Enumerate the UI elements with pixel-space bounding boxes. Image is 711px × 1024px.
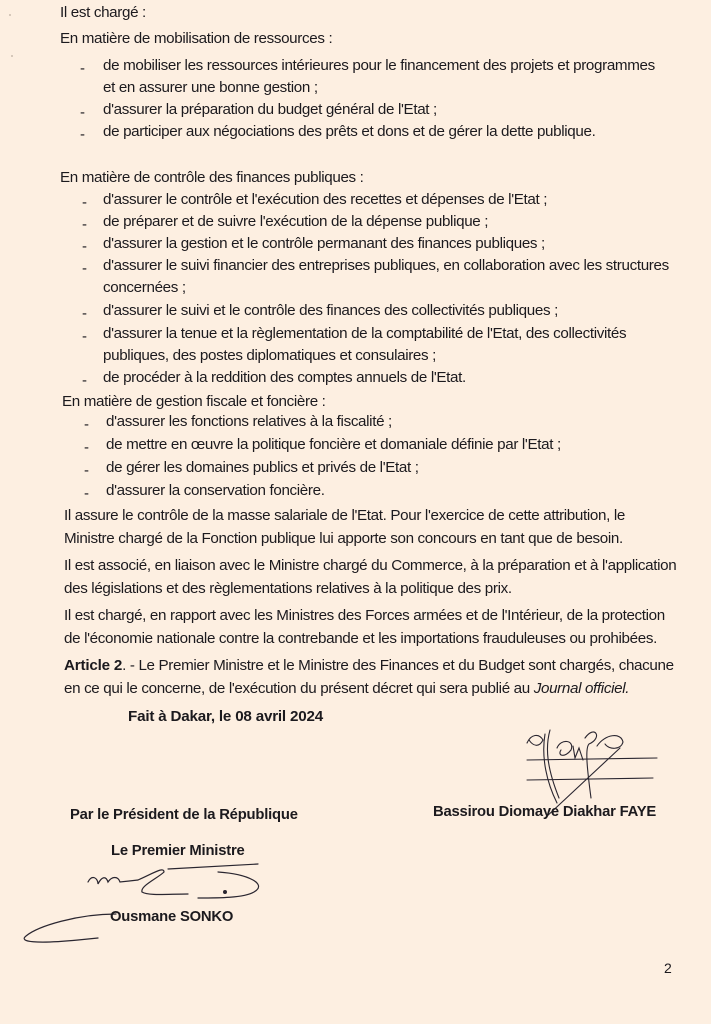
list-bullet: - (80, 60, 85, 77)
intro-line: Il est chargé : (60, 4, 146, 21)
list-item: d'assurer le contrôle et l'exécution des recettes et dépenses de l'Etat ; (103, 191, 548, 208)
place-date: Fait à Dakar, le 08 avril 2024 (128, 708, 323, 725)
list-bullet: - (82, 238, 87, 255)
section-heading-fiscal: En matière de gestion fiscale et foncière : (62, 393, 326, 410)
article-2-text: en ce qui le concerne, de l'exécution du présent décret qui sera publié au (64, 680, 534, 697)
list-bullet: - (80, 126, 85, 143)
list-item: d'assurer le suivi financier des entreprises publiques, en collaboration avec les structures (103, 257, 669, 274)
countersign-label: Par le Président de la République (70, 807, 298, 823)
president-signature-icon (525, 728, 675, 808)
list-item: d'assurer la préparation du budget général de l'Etat ; (103, 101, 437, 118)
list-bullet: - (82, 372, 87, 389)
list-item: d'assurer la conservation foncière. (106, 482, 325, 499)
list-item-continuation: publiques, des postes diplomatiques et consulaires ; (103, 347, 437, 364)
article-2-line-2 (64, 680, 629, 698)
list-item: d'assurer le suivi et le contrôle des finances des collectivités publiques ; (103, 302, 558, 319)
list-bullet: - (84, 416, 89, 433)
list-bullet: - (82, 260, 87, 277)
journal-officiel-ref: Journal officiel. (533, 680, 630, 697)
list-item: de mettre en œuvre la politique foncière et domaniale définie par l'Etat ; (106, 436, 561, 453)
president-name: Bassirou Diomaye Diakhar FAYE (433, 804, 657, 820)
list-bullet: - (82, 194, 87, 211)
paragraph-line: Il est chargé, en rapport avec les Ministres des Forces armées et de l'Intérieur, de la protection (64, 607, 665, 624)
paragraph-line: Il assure le contrôle de la masse salariale de l'Etat. Pour l'exercice de cette attribution, le (64, 507, 625, 524)
list-item-continuation: concernées ; (103, 279, 186, 296)
article-2-label: Article 2 (64, 657, 123, 674)
prime-minister-signature-icon (18, 864, 268, 944)
list-bullet: - (82, 305, 87, 322)
list-bullet: - (84, 485, 89, 502)
list-item: de mobiliser les ressources intérieures pour le financement des projets et programmes (103, 57, 655, 74)
paragraph-line: Ministre chargé de la Fonction publique lui apporte son concours en tant que de besoin. (64, 530, 623, 547)
article-2-text: . - Le Premier Ministre et le Ministre des Finances et du Budget sont chargés, chacune (122, 657, 674, 674)
article-2-line-1 (64, 657, 674, 675)
list-bullet: - (84, 439, 89, 456)
list-item: de procéder à la reddition des comptes annuels de l'Etat. (103, 369, 466, 386)
pm-title: Le Premier Ministre (111, 843, 245, 859)
list-item: de préparer et de suivre l'exécution de la dépense publique ; (103, 213, 489, 230)
list-item: d'assurer les fonctions relatives à la fiscalité ; (106, 413, 392, 430)
list-bullet: - (82, 216, 87, 233)
list-item: de gérer les domaines publics et privés de l'Etat ; (106, 459, 419, 476)
list-bullet: - (84, 462, 89, 479)
section-heading-resources: En matière de mobilisation de ressources : (60, 30, 333, 47)
paragraph-line: des législations et des règlementations relatives à la politique des prix. (64, 580, 512, 597)
list-item-continuation: et en assurer une bonne gestion ; (103, 79, 318, 96)
list-bullet: - (82, 328, 87, 345)
paragraph-line: de l'économie nationale contre la contrebande et les importations frauduleuses ou prohibées. (64, 630, 657, 647)
section-heading-control: En matière de contrôle des finances publiques : (60, 169, 364, 186)
paragraph-line: Il est associé, en liaison avec le Ministre chargé du Commerce, à la préparation et à l'application (64, 557, 677, 574)
list-bullet: - (80, 104, 85, 121)
pm-name: Ousmane SONKO (110, 909, 234, 925)
page-number: 2 (664, 960, 672, 976)
scan-speck (9, 14, 11, 16)
list-item: d'assurer la tenue et la règlementation de la comptabilité de l'Etat, des collectivités (103, 325, 627, 342)
scan-speck (11, 55, 13, 57)
list-item: de participer aux négociations des prêts et dons et de gérer la dette publique. (103, 123, 596, 140)
list-item: d'assurer la gestion et le contrôle permanant des finances publiques ; (103, 235, 545, 252)
